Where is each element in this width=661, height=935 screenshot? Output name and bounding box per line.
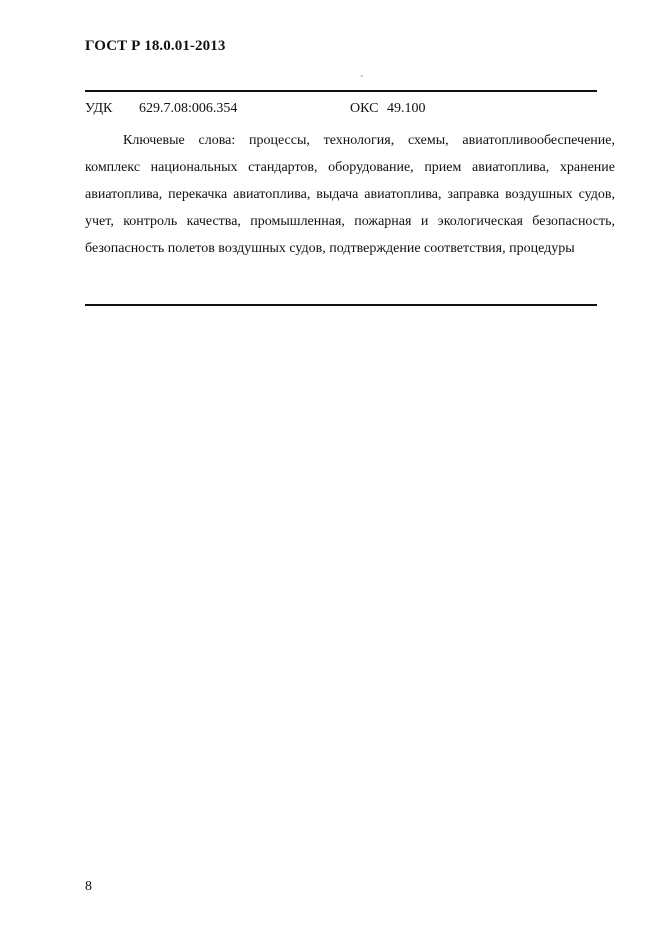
udc-value: 629.7.08:006.354 (139, 101, 238, 116)
document-number: ГОСТ Р 18.0.01-2013 (85, 38, 226, 54)
stray-mark: ` (360, 74, 364, 86)
keywords-paragraph: Ключевые слова: процессы, технология, схемы, авиатопливообеспечение, комплекс национальных стандартов, оборудование, прием авиатоплива, хранение авиатоплива, перекачка авиатоплива, выдача авиатоплива, заправка воздушных судов, учет, контроль качества, промышленная, пожарная и экологическая безопасность, безопасность полетов воздушных судов, подтверждение соответствия, процедуры (85, 133, 615, 256)
oks-value: 49.100 (387, 101, 426, 116)
oks-label: ОКС (350, 101, 379, 116)
top-divider (85, 90, 597, 92)
bottom-divider (85, 304, 597, 306)
udc-label: УДК (85, 101, 113, 116)
page-number: 8 (85, 879, 92, 894)
